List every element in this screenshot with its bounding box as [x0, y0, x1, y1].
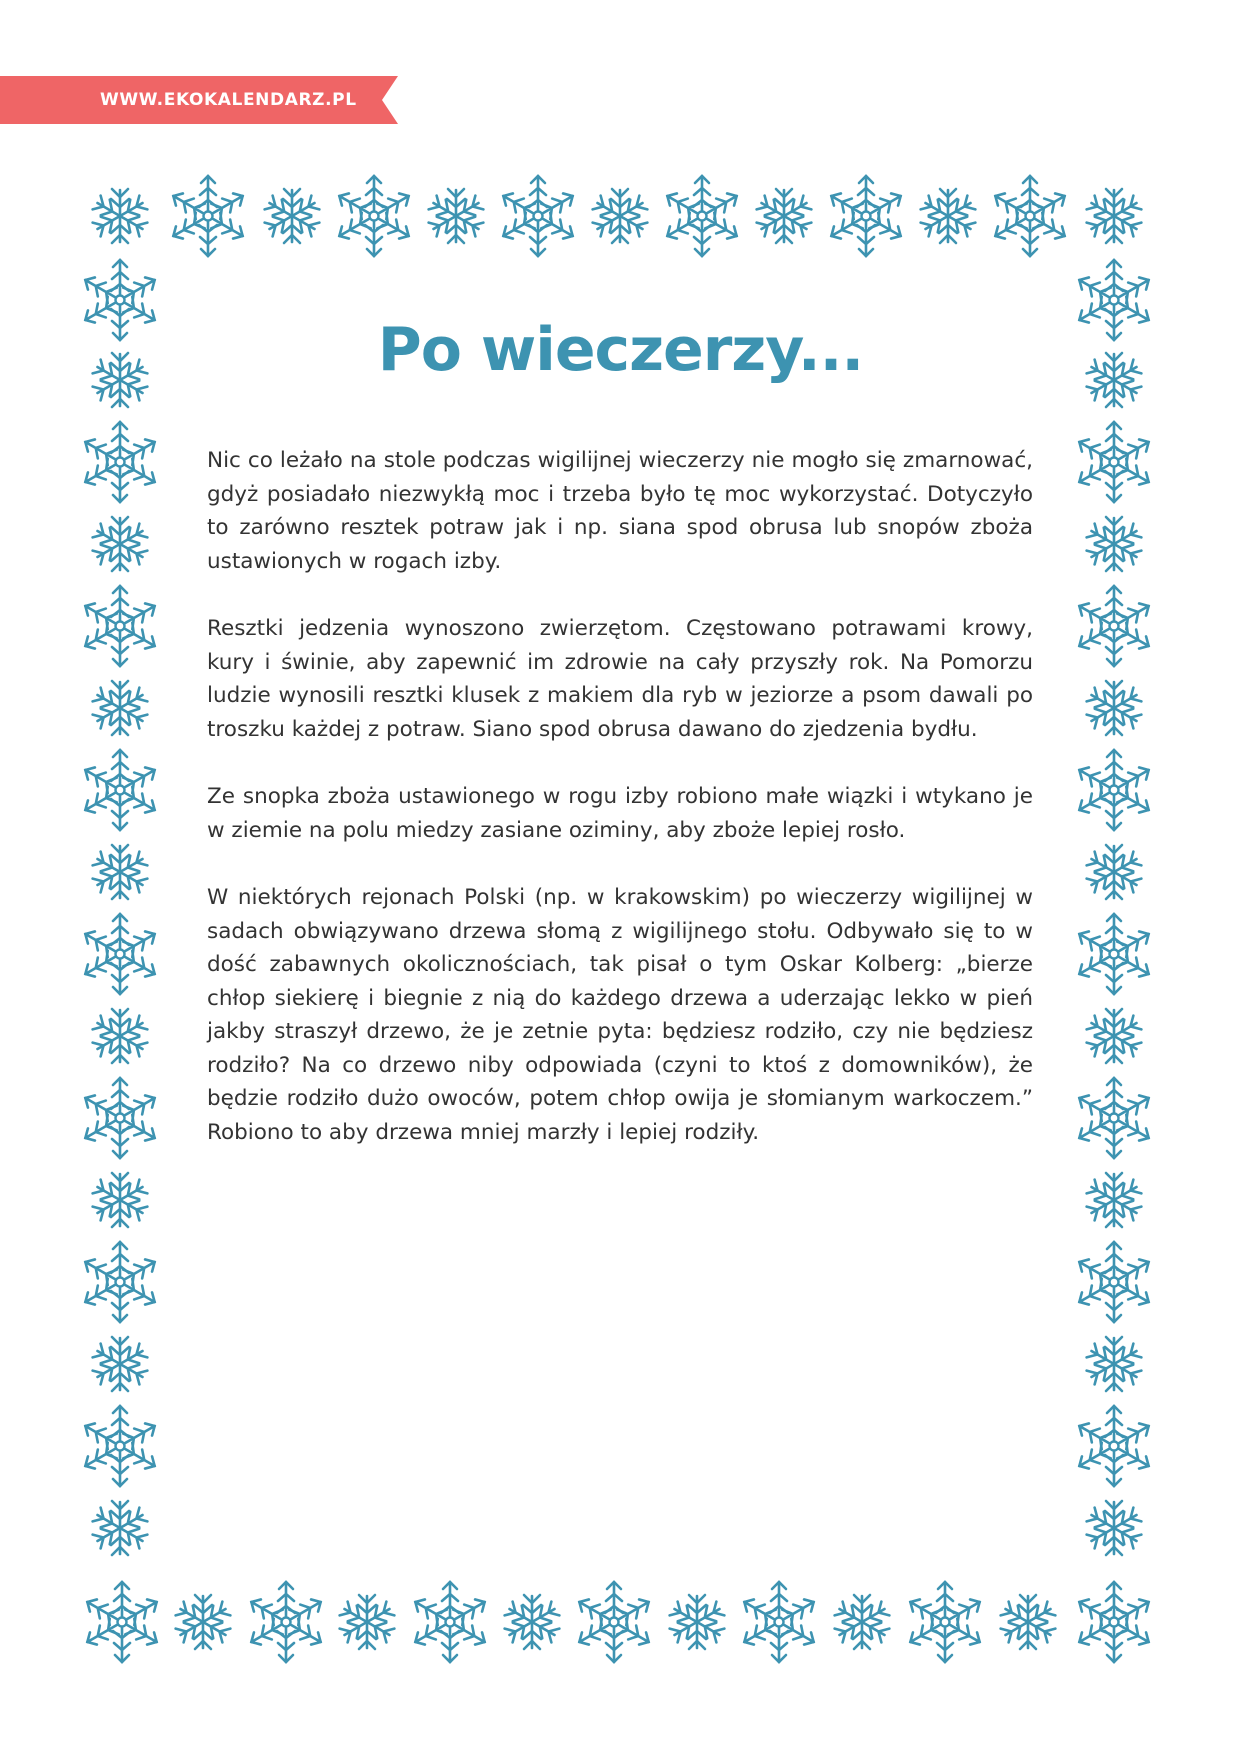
- snowflake-icon-1: [92, 189, 148, 243]
- snowflake-icon-25: [1000, 1595, 1056, 1649]
- snowflake-icon-49: [92, 1173, 148, 1227]
- snowflake-icon-31: [81, 422, 159, 502]
- snowflake-icon-22: [740, 1582, 818, 1662]
- paragraph-3: Ze snopka zboża ustawionego w rogu izby robiono małe wiązki i wtykano je w ziemie na polu miedzy zasiane oziminy, aby zboże lepiej rosło.: [207, 784, 1033, 843]
- snowflake-icon-24: [906, 1582, 984, 1662]
- snowflake-icon-40: [1075, 750, 1153, 830]
- snowflake-icon-48: [1075, 1078, 1153, 1158]
- snowflake-icon-58: [1086, 1501, 1142, 1555]
- snowflake-icon-19: [504, 1595, 560, 1649]
- paragraph-4: W niektórych rejonach Polski (np. w krakowskim) po wieczerzy wigilijnej w sadach obwiązywano drzewa słomą z wigilijnego stołu. Odbywało się to w dość zabawnych okolicznościach, tak pisał o tym Oskar Kolberg: „bierze chłop siekierę i biegnie z nią do każdego drzewa a uderzając lekko w pień jakby straszył drzewo, że je zetnie pyta: będziesz rodziło, czy nie będziesz rodziło? Na co drzewo niby odpowiada (czyni to ktoś z domowników), że będzie rodziło dużo owoców, potem chłop owija je słomianym warkoczem.” Robiono to aby drzewa mniej marzły i lepiej rodziły.: [207, 885, 1033, 1145]
- snowflake-icon-21: [669, 1595, 725, 1649]
- snowflake-icon-10: [827, 176, 905, 256]
- snowflake-icon-47: [81, 1078, 159, 1158]
- snowflake-icon-4: [335, 176, 413, 256]
- website-url[interactable]: WWW.EKOKALENDARZ.PL: [100, 90, 357, 110]
- snowflake-icon-56: [1075, 1406, 1153, 1486]
- snowflake-icon-53: [92, 1337, 148, 1391]
- snowflake-icon-43: [81, 914, 159, 994]
- snowflake-icon-57: [92, 1501, 148, 1555]
- snowflake-icon-33: [92, 517, 148, 571]
- snowflake-icon-45: [92, 1009, 148, 1063]
- snowflake-icon-15: [175, 1595, 231, 1649]
- snowflake-icon-23: [834, 1595, 890, 1649]
- paragraph-2: Resztki jedzenia wynoszono zwierzętom. Częstowano potrawami krowy, kury i świnie, aby zapewnić im zdrowie na cały przyszły rok. Na Pomorzu ludzie wynosili resztki klusek z makiem dla ryb w jeziorze a psom dawali po troszku każdej z potraw. Siano spod obrusa dawano do zjedzenia bydłu.: [207, 616, 1033, 742]
- snowflake-icon-7: [592, 189, 648, 243]
- paragraph-1: Nic co leżało na stole podczas wigilijnej wieczerzy nie mogło się zmarnować, gdyż posiadało niezwykłą moc i trzeba było tę moc wykorzystać. Dotyczyło to zarówno resztek potraw jak i np. siana spod obrusa lub snopów zboża ustawionych w rogach izby.: [207, 448, 1033, 574]
- snowflake-icon-13: [1086, 189, 1142, 243]
- snowflake-icon-2: [169, 176, 247, 256]
- snowflake-icon-39: [81, 750, 159, 830]
- page-title: Po wieczerzy...: [377, 315, 864, 385]
- snowflake-icon-46: [1086, 1009, 1142, 1063]
- snowflake-icon-34: [1086, 517, 1142, 571]
- article-body: [207, 444, 1033, 1183]
- snowflake-icon-20: [575, 1582, 653, 1662]
- snowflake-icon-3: [264, 189, 320, 243]
- snowflake-icon-17: [339, 1595, 395, 1649]
- snowflake-icon-41: [92, 845, 148, 899]
- website-ribbon: [0, 76, 398, 124]
- snowflake-icon-37: [92, 681, 148, 735]
- snowflake-icon-54: [1086, 1337, 1142, 1391]
- snowflake-icon-44: [1075, 914, 1153, 994]
- snowflake-icon-42: [1086, 845, 1142, 899]
- snowflake-icon-38: [1086, 681, 1142, 735]
- snowflake-icon-51: [81, 1242, 159, 1322]
- snowflake-icon-52: [1075, 1242, 1153, 1322]
- snowflake-icon-36: [1075, 586, 1153, 666]
- snowflake-icon-11: [920, 189, 976, 243]
- snowflake-icon-9: [756, 189, 812, 243]
- snowflake-icon-12: [991, 176, 1069, 256]
- snowflake-icon-55: [81, 1406, 159, 1486]
- snowflake-icon-5: [428, 189, 484, 243]
- snowflake-icon-26: [1075, 1582, 1153, 1662]
- snowflake-icon-32: [1075, 422, 1153, 502]
- snowflake-icon-35: [81, 586, 159, 666]
- snowflake-icon-8: [663, 176, 741, 256]
- snowflake-icon-18: [411, 1582, 489, 1662]
- snowflake-icon-50: [1086, 1173, 1142, 1227]
- snowflake-icon-16: [247, 1582, 325, 1662]
- snowflake-icon-6: [499, 176, 577, 256]
- snowflake-icon-14: [83, 1582, 161, 1662]
